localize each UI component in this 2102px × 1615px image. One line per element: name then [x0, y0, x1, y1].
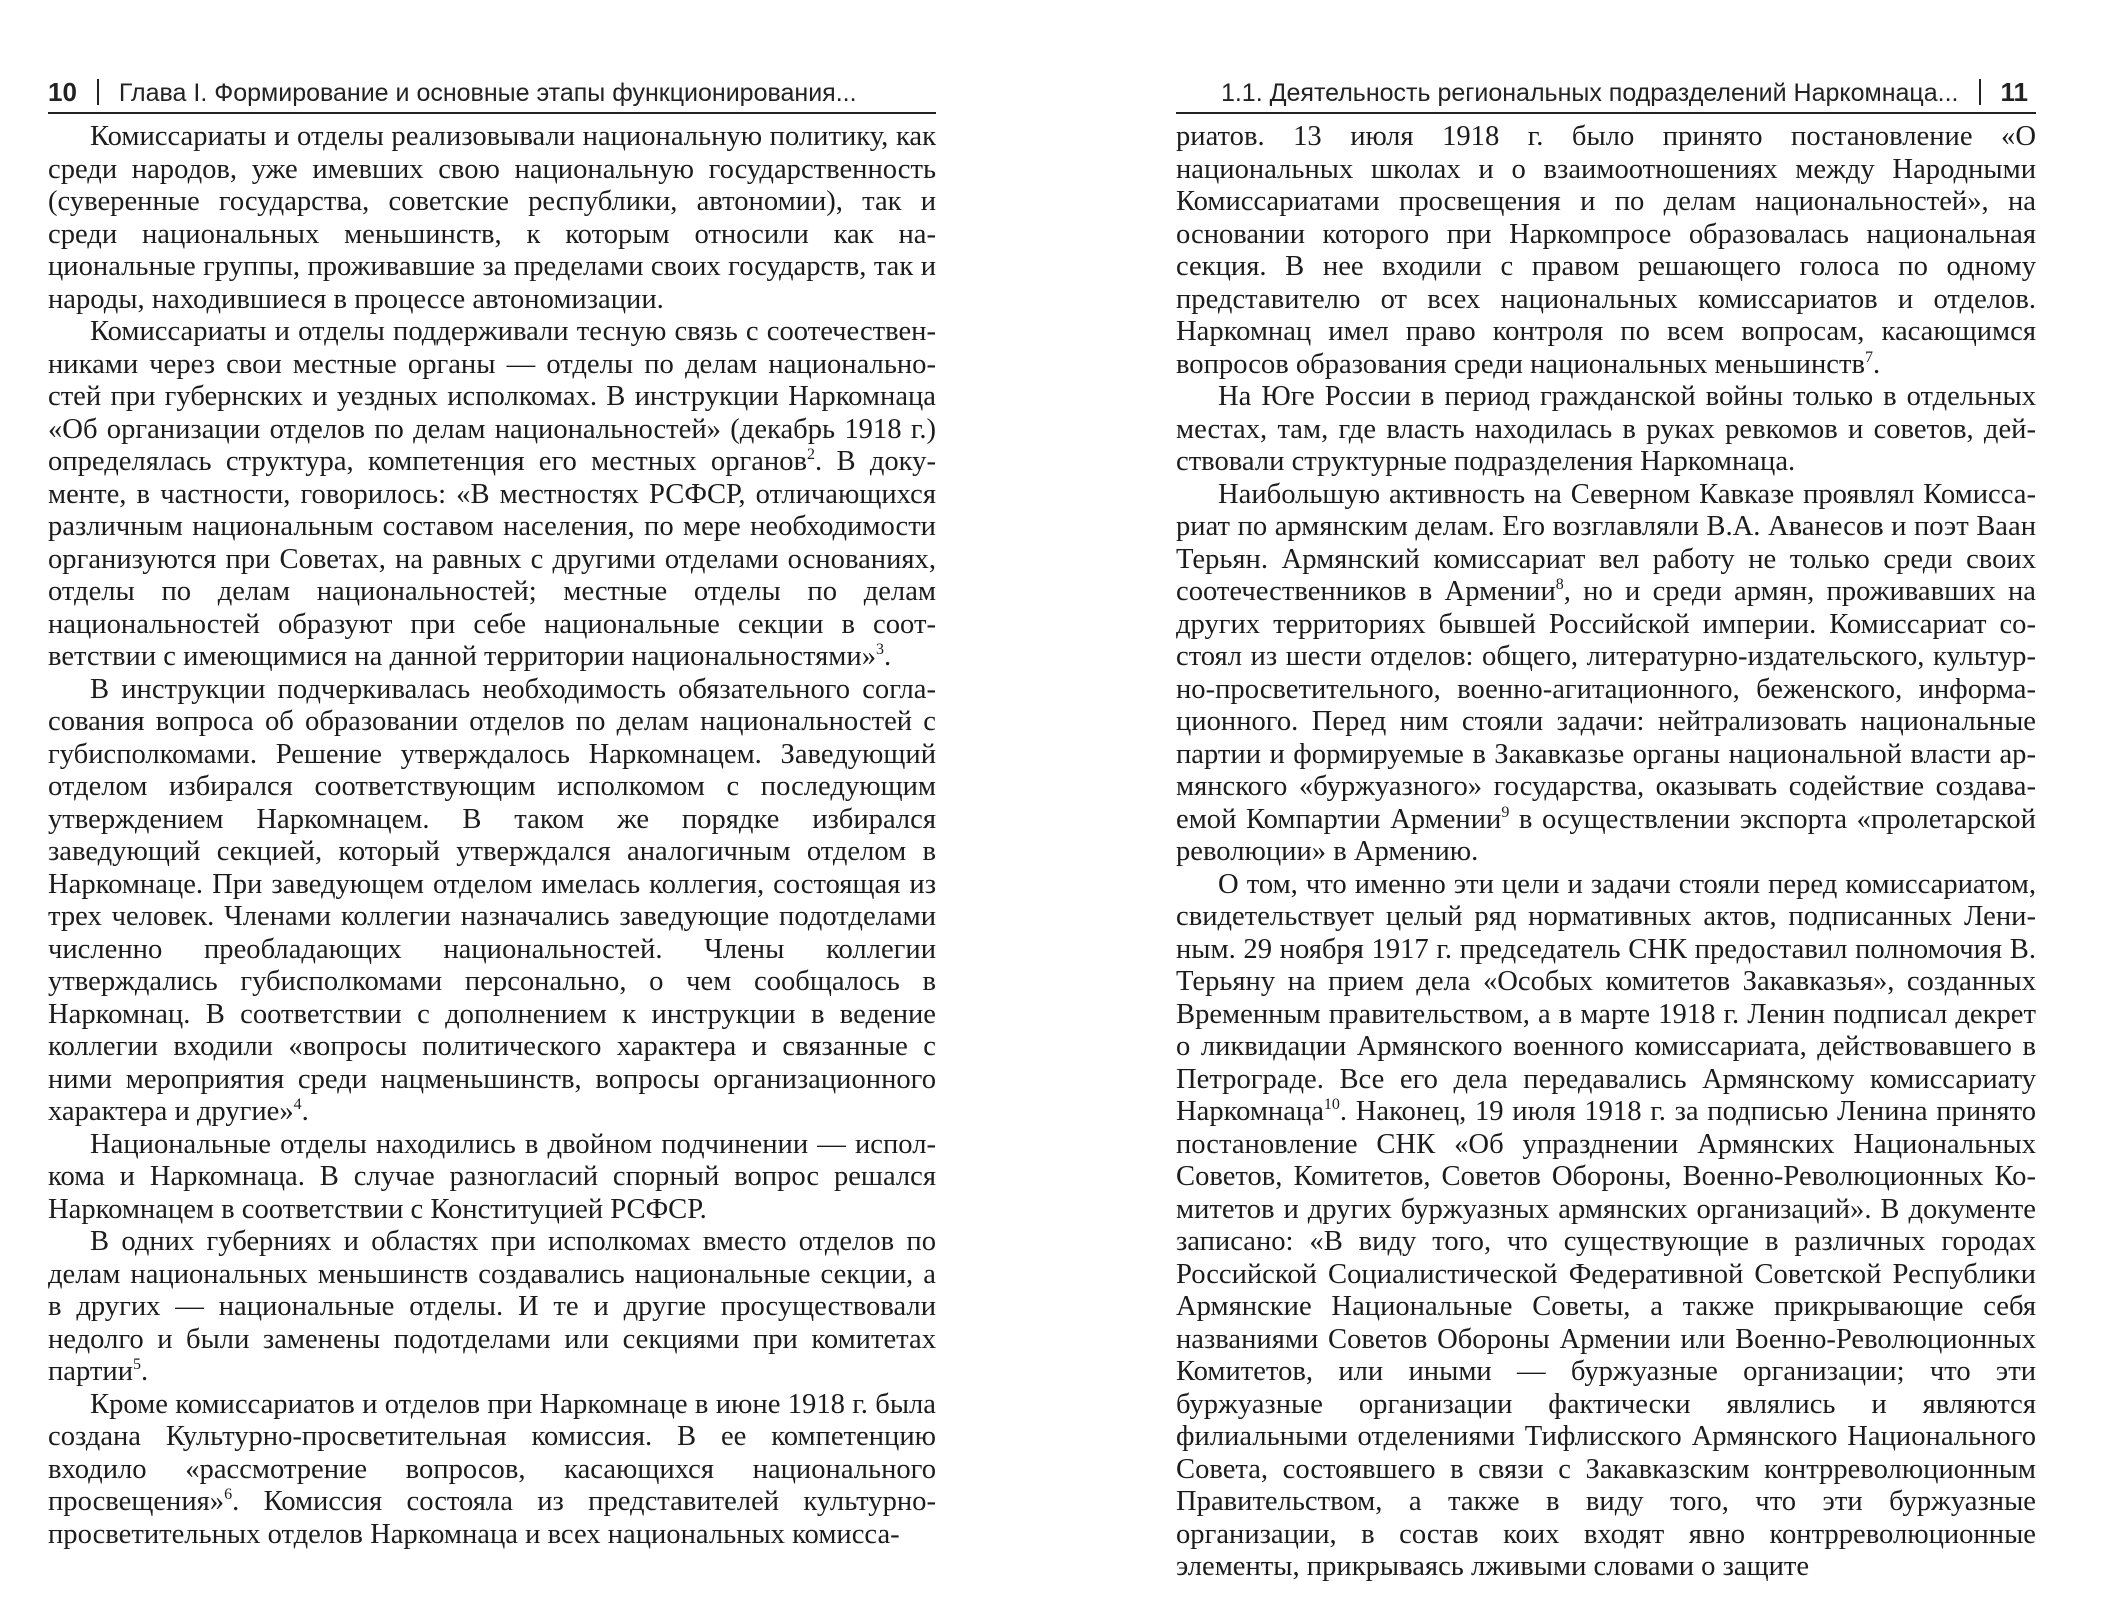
left-page-number: 10	[48, 77, 77, 107]
footnote-ref: 10	[1323, 1096, 1340, 1113]
paragraph: Комиссариаты и отделы поддерживали тесную связь с соотечественниками через свои местные органы — отделы по делам национальностей при губернских и уездных исполкомах. В инструкции Наркомнаца «Об организации отделов по делам национальностей» (декабрь 1918 г.) определялась структура, компетенция его местных органов$^2$. В документе, в частности, говорилось: «В местностях РСФСР, отличающихся различным национальным составом населения, по мере необходимости организуются при Советах, на равных с другими отделами основаниях, отделы по делам национальностей; местные отделы по делам национальностей образуют при себе национальные секции в соответствии с имеющимися на данной территории национальностями»$^3$.	[48, 316, 936, 672]
right-running-header	[1176, 72, 2036, 114]
paragraph: Кроме комиссариатов и отделов при Наркомнаце в июне 1918 г. была создана Культурно-просветительная комиссия. В ее компетенцию входило «рассмотрение вопросов, касающихся национального просвещения»$^6$. Комиссия состояла из представителей культурно-просветительных отделов Наркомнаца и всех национальных комисса-	[48, 1388, 936, 1550]
paragraph: В одних губерниях и областях при исполкомах вместо отделов по делам национальных меньшинств создавались национальные секции, а в других — национальные отделы. И те и другие просуществовали недолго и были заменены подотделами или секциями при комитетах партии$^5$.	[48, 1226, 936, 1387]
footnote-ref: 3	[876, 641, 885, 658]
header-divider	[1979, 79, 1981, 105]
paragraph: Наибольшую активность на Северном Кавказе проявлял Комиссариат по армянским делам. Его возглавляли В.А. Аванесов и поэт Ваан Терьян. Армянский комиссариат вел работу не только среди своих соотечественников в Армении$^8$, но и среди армян, проживавших на других территориях бывшей Российской империи. Комиссариат состоял из шести отделов: общего, литературно-издательского, культурно-просветительного, военно-агитационного, беженского, информационного. Перед ним стояли задачи: нейтрализовать национальные партии и формируемые в Закавказье органы национальной власти армянского «буржуазного» государства, оказывать содействие создаваемой Компартии Армении$^9$ в осуществлении экспорта «пролетарской революции» в Армению.	[1176, 478, 2036, 867]
footnote-ref: 6	[224, 1486, 233, 1503]
footnote-ref: 5	[133, 1356, 142, 1373]
paragraph: На Юге России в период гражданской войны только в отдельных местах, там, где власть находилась в руках ревкомов и советов, действовали структурные подразделения Наркомнаца.	[1176, 381, 2036, 477]
footnote-ref: 8	[1555, 576, 1564, 593]
footnote-ref: 4	[293, 1096, 302, 1113]
footnote-ref: 9	[1501, 803, 1510, 821]
left-page	[48, 0, 936, 1615]
paragraph: Национальные отделы находились в двойном подчинении — исполкома и Наркомнаца. В случае разногласий спорный вопрос решался Наркомнацем в соответствии с Конституцией РСФСР.	[48, 1128, 936, 1225]
left-header-title: Глава I. Формирование и основные этапы функционирования...	[118, 79, 857, 107]
paragraph: В инструкции подчеркивалась необходимость обязательного согласования вопроса об образовании отделов по делам национальностей с губисполкомами. Решение утверждалось Наркомнацем. Заведующий отделом избирался соответствующим исполкомом с последующим утверждением Наркомнацем. В таком же порядке избирался заведующий секцией, который утверждался аналогичным отделом в Наркомнаце. При заведующем отделом имелась коллегия, состоящая из трех человек. Членами коллегии назначались заведующие подотделами численно преобладающих национальностей. Члены коллегии утверждались губисполкомами персонально, о чем сообщалось в Наркомнац. В соответствии с дополнением к инструкции в ведение коллегии входили «вопросы политического характера и связанные с ними мероприятия среди нацменьшинств, вопросы организационного характера и другие»$^4$.	[48, 673, 936, 1127]
right-page-number: 11	[2000, 77, 2028, 107]
footnote-ref: 7	[1864, 348, 1873, 366]
header-divider	[97, 79, 99, 105]
right-page	[1176, 0, 2036, 1615]
paragraph: Комиссариаты и отделы реализовывали национальную политику, как среди народов, уже имевших свою национальную государственность (суверенные государства, советские республики, автономии), так и среди национальных меньшинств, к которым относили как национальные группы, проживавшие за пределами своих государств, так и народы, находившиеся в процессе автономизации.	[48, 121, 936, 315]
right-header-title: 1.1. Деятельность региональных подразделений Наркомнаца...	[1220, 79, 1959, 107]
left-running-header	[48, 72, 936, 114]
left-page-text	[48, 121, 936, 1551]
footnote-ref: 2	[807, 446, 816, 463]
paragraph: О том, что именно эти цели и задачи стояли перед комиссариатом, свидетельствует целый ряд нормативных актов, подписанных Лениным. 29 ноября 1917 г. председатель СНК предоставил полномочия В. Терьяну на прием дела «Особых комитетов Закавказья», созданных Временным правительством, а в марте 1918 г. Ленин подписал декрет о ликвидации Армянского военного комиссариата, действовавшего в Петрограде. Все его дела передавались Армянскому комиссариату Наркомнаца$^{10}$. Наконец, 19 июля 1918 г. за подписью Ленина принято постановление СНК «Об упразднении Армянских Национальных Советов, Комитетов, Советов Обороны, Военно-Революционных Комитетов и других буржуазных армянских организаций». В документе записано: «В виду того, что существующие в различных городах Российской Социалистической Федеративной Советской Республики Армянские Национальные Советы, а также прикрывающие себя названиями Советов Обороны Армении или Военно-Революционных Комитетов, или иными — буржуазные организации; что эти буржуазные организации фактически являлись и являются филиальными отделениями Тифлисского Армянского Национального Совета, состоявшего в связи с Закавказским контрреволюционным Правительством, а также в виду того, что эти буржуазные организации, в состав коих входят явно контрреволюционные элементы, прикрываясь лживыми словами о защите	[1176, 868, 2036, 1582]
right-page-text	[1176, 121, 2036, 1584]
paragraph: риатов. 13 июля 1918 г. было принято постановление «О национальных школах и о взаимоотношениях между Народными Комиссариатами просвещения и по делам национальностей», на основании которого при Наркомпросе образовалась национальная секция. В нее входили с правом решающего голоса по одному представителю от всех национальных комиссариатов и отделов. Наркомнац имел право контроля по всем вопросам, касающимся вопросов образования среди национальных меньшинств$^7$.	[1176, 121, 2036, 380]
